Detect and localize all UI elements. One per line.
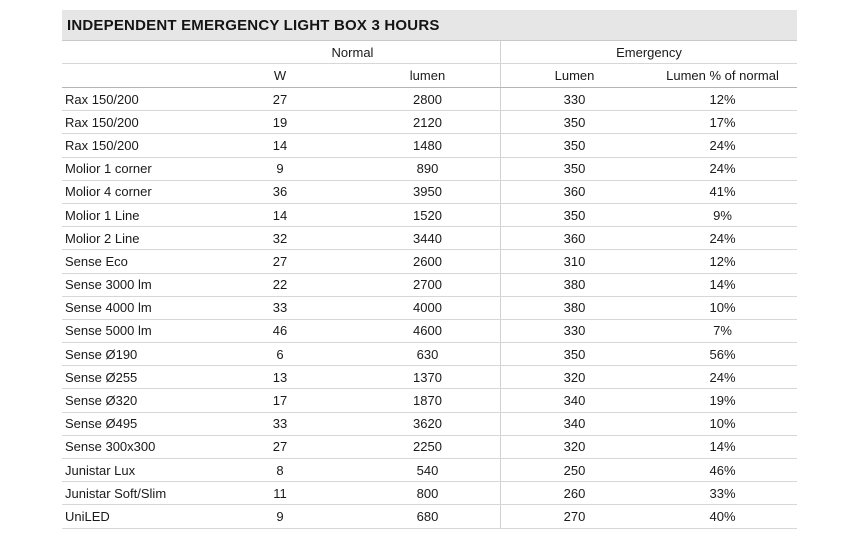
emergency-lumen-cell: 350 xyxy=(500,111,648,133)
lumen-percent-cell: 24% xyxy=(709,137,736,153)
emergency-lumen-cell: 350 xyxy=(500,343,648,365)
emergency-lumen-cell: 340 xyxy=(500,389,648,411)
normal-lumen-cell: 680 xyxy=(416,508,439,524)
normal-lumen-cell: 4000 xyxy=(413,300,442,316)
watt-cell: 9 xyxy=(276,508,284,524)
normal-lumen-cell: 2800 xyxy=(413,91,442,107)
table-row xyxy=(62,366,797,389)
table-row xyxy=(62,482,797,505)
table-row xyxy=(62,158,797,181)
emergency-lumen-cell: 380 xyxy=(500,297,648,319)
product-name-cell: Sense Ø320 xyxy=(65,393,138,409)
lumen-percent-cell: 12% xyxy=(709,253,736,269)
emergency-lumen-cell: 360 xyxy=(500,227,648,249)
emergency-lumen-cell: 360 xyxy=(500,181,648,203)
emergency-lumen-cell: 310 xyxy=(500,250,648,272)
watt-cell: 19 xyxy=(272,114,288,130)
table-row xyxy=(62,297,797,320)
lumen-percent-cell: 46% xyxy=(709,462,736,478)
watt-cell: 27 xyxy=(272,91,288,107)
table-row xyxy=(62,274,797,297)
product-name-cell: Sense 3000 lm xyxy=(65,277,152,293)
product-name-cell: UniLED xyxy=(65,508,110,524)
emergency-lumen-cell: 330 xyxy=(500,320,648,342)
lumen-percent-cell: 9% xyxy=(713,207,732,223)
table-body xyxy=(62,88,797,529)
normal-lumen-cell: 2700 xyxy=(413,277,442,293)
product-name-cell: Sense 4000 lm xyxy=(65,300,152,316)
table-row xyxy=(62,459,797,482)
emergency-lumen-cell: 350 xyxy=(500,158,648,180)
table-row xyxy=(62,227,797,250)
lumen-percent-cell: 10% xyxy=(709,300,736,316)
normal-lumen-cell: 1870 xyxy=(413,393,442,409)
watt-cell: 22 xyxy=(272,277,288,293)
normal-lumen-cell: 1370 xyxy=(413,369,442,385)
emergency-lumen-cell: 380 xyxy=(500,274,648,296)
normal-lumen-cell: 3950 xyxy=(413,184,442,200)
lumen-percent-cell: 17% xyxy=(709,114,736,130)
table-row xyxy=(62,389,797,412)
emergency-lumen-cell: 270 xyxy=(500,505,648,527)
table-row xyxy=(62,181,797,204)
lumen-percent-cell: 24% xyxy=(709,369,736,385)
table-row xyxy=(62,413,797,436)
normal-lumen-cell: 3440 xyxy=(413,230,442,246)
table-row xyxy=(62,436,797,459)
emergency-lumen-cell: 330 xyxy=(500,88,648,110)
column-header-lumen-percent: Lumen % of normal xyxy=(666,68,779,83)
watt-cell: 33 xyxy=(272,300,288,316)
emergency-lumen-cell: 350 xyxy=(500,204,648,226)
watt-cell: 6 xyxy=(276,346,284,362)
watt-cell: 17 xyxy=(272,393,288,409)
table-row xyxy=(62,320,797,343)
watt-cell: 27 xyxy=(272,439,288,455)
product-name-cell: Junistar Soft/Slim xyxy=(65,485,167,501)
normal-lumen-cell: 2250 xyxy=(413,439,442,455)
product-name-cell: Sense Ø190 xyxy=(65,346,138,362)
watt-cell: 33 xyxy=(272,416,288,432)
normal-lumen-cell: 2600 xyxy=(413,253,442,269)
watt-cell: 13 xyxy=(272,369,288,385)
product-name-cell: Sense 300x300 xyxy=(65,439,156,455)
watt-cell: 14 xyxy=(272,207,288,223)
watt-cell: 46 xyxy=(272,323,288,339)
normal-lumen-cell: 800 xyxy=(416,485,439,501)
product-name-cell: Sense 5000 lm xyxy=(65,323,152,339)
product-name-cell: Rax 150/200 xyxy=(65,114,139,130)
emergency-lumen-cell: 350 xyxy=(500,134,648,156)
header-group-normal: Normal xyxy=(331,44,374,60)
normal-lumen-cell: 3620 xyxy=(413,416,442,432)
lumen-percent-cell: 33% xyxy=(709,485,736,501)
lumen-percent-cell: 40% xyxy=(709,508,736,524)
normal-lumen-cell: 2120 xyxy=(413,114,442,130)
product-name-cell: Molior 1 Line xyxy=(65,207,140,223)
product-name-cell: Molior 2 Line xyxy=(65,230,140,246)
column-header-product xyxy=(62,64,205,87)
emergency-lumen-cell: 320 xyxy=(500,436,648,458)
watt-cell: 8 xyxy=(276,462,284,478)
product-name-cell: Rax 150/200 xyxy=(65,137,139,153)
watt-cell: 9 xyxy=(276,161,284,177)
product-name-cell: Molior 4 corner xyxy=(65,184,152,200)
normal-lumen-cell: 890 xyxy=(416,161,439,177)
table-row xyxy=(62,88,797,111)
header-group-row xyxy=(62,41,797,64)
table-row xyxy=(62,505,797,528)
table-row xyxy=(62,204,797,227)
normal-lumen-cell: 1520 xyxy=(413,207,442,223)
table-row xyxy=(62,111,797,134)
normal-lumen-cell: 1480 xyxy=(413,137,442,153)
column-header-watt: W xyxy=(273,68,287,83)
watt-cell: 11 xyxy=(273,485,287,501)
product-name-cell: Molior 1 corner xyxy=(65,161,152,177)
normal-lumen-cell: 630 xyxy=(416,346,439,362)
watt-cell: 27 xyxy=(272,253,288,269)
lumen-percent-cell: 12% xyxy=(709,91,736,107)
column-header-normal-lumen: lumen xyxy=(409,68,446,83)
lumen-percent-cell: 14% xyxy=(709,277,736,293)
product-name-cell: Junistar Lux xyxy=(65,462,136,478)
lumen-percent-cell: 7% xyxy=(713,323,732,339)
lumen-percent-cell: 56% xyxy=(709,346,736,362)
header-group-emergency: Emergency xyxy=(500,41,797,63)
column-header-emergency-lumen: Lumen xyxy=(500,64,648,87)
product-name-cell: Sense Ø495 xyxy=(65,416,138,432)
watt-cell: 32 xyxy=(272,230,288,246)
emergency-light-table xyxy=(62,10,797,529)
product-name-cell: Sense Eco xyxy=(65,253,128,269)
emergency-lumen-cell: 320 xyxy=(500,366,648,388)
lumen-percent-cell: 19% xyxy=(709,393,736,409)
emergency-lumen-cell: 260 xyxy=(500,482,648,504)
watt-cell: 36 xyxy=(272,184,288,200)
product-name-cell: Rax 150/200 xyxy=(65,91,139,107)
header-group-blank xyxy=(62,41,205,63)
product-name-cell: Sense Ø255 xyxy=(65,369,138,385)
header-row xyxy=(62,64,797,88)
table-title: INDEPENDENT EMERGENCY LIGHT BOX 3 HOURS xyxy=(62,10,797,41)
normal-lumen-cell: 540 xyxy=(416,462,439,478)
lumen-percent-cell: 41% xyxy=(709,184,736,200)
lumen-percent-cell: 24% xyxy=(709,230,736,246)
table-row xyxy=(62,250,797,273)
normal-lumen-cell: 4600 xyxy=(413,323,442,339)
table-row xyxy=(62,134,797,157)
lumen-percent-cell: 14% xyxy=(709,439,736,455)
emergency-lumen-cell: 250 xyxy=(500,459,648,481)
emergency-lumen-cell: 340 xyxy=(500,413,648,435)
lumen-percent-cell: 24% xyxy=(709,161,736,177)
table-row xyxy=(62,343,797,366)
watt-cell: 14 xyxy=(272,137,288,153)
lumen-percent-cell: 10% xyxy=(709,416,736,432)
